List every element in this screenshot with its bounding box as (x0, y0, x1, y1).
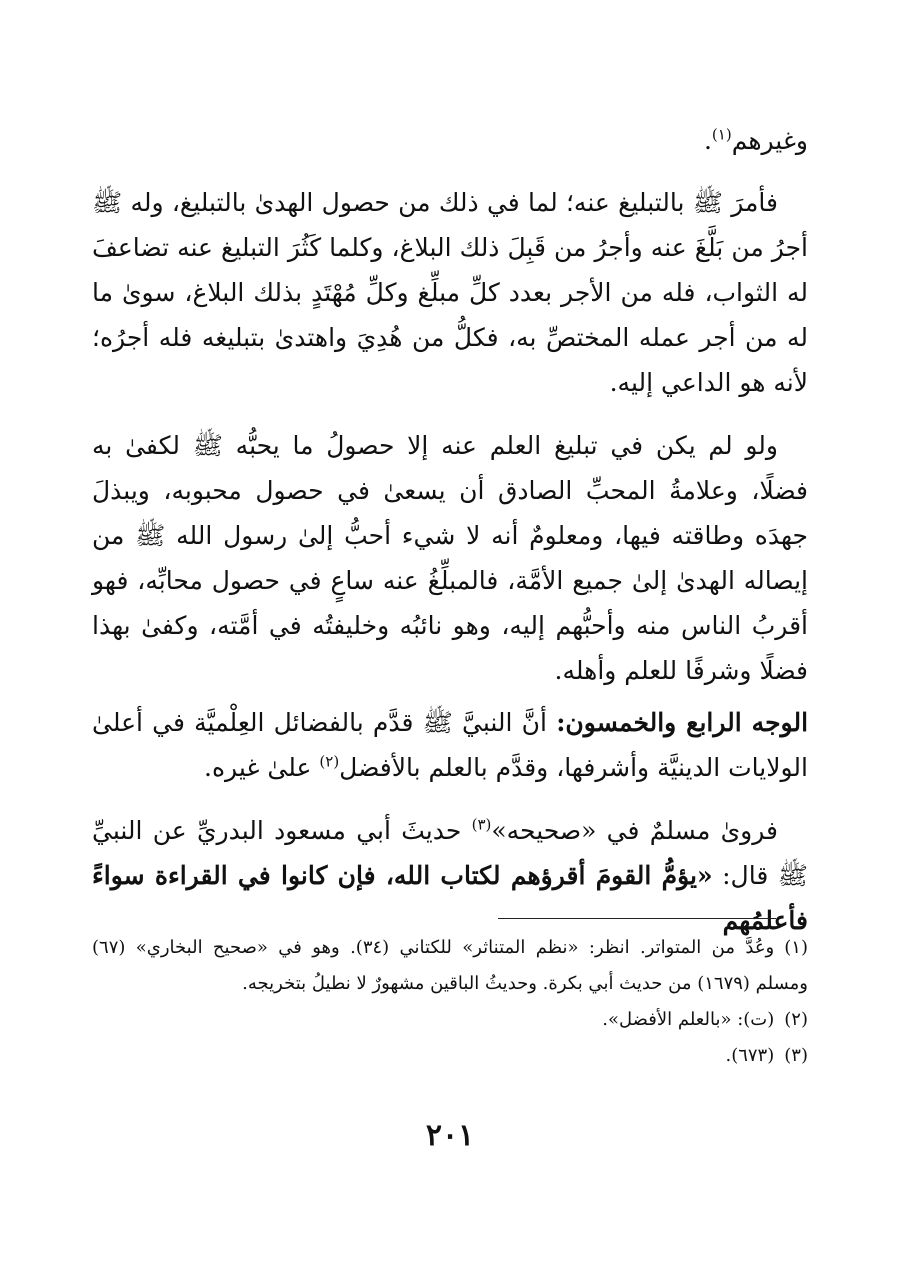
opening-paragraph: وغيرهم$^{(١)}$. (703, 125, 808, 155)
opening-line (92, 118, 808, 163)
paragraph-3-text (92, 700, 808, 790)
footnote-divider (498, 918, 776, 919)
footnote-text: (٦٧٣). (725, 1045, 775, 1066)
paragraph-4-body-a: فروىٰ مسلمٌ في «صحيحه» (491, 816, 778, 845)
footnote-number: (٣) (784, 1045, 808, 1066)
footnote-ref-2: (٢) (319, 752, 340, 771)
footnote-text: (ت): «بالعلم الأفضل». (602, 1009, 775, 1030)
footnotes (92, 930, 808, 1074)
paragraph-1-text: فأمرَ ﷺ بالتبليغ عنه؛ لما في ذلك من حصول الهدىٰ بالتبليغ، وله ﷺ أجرُ من بَلَّغَ عنه وأجرُ من قَبِلَ ذلك البلاغ، وكلما كَثُرَ التبليغ عنه تضاعفَ له الثواب، فله من الأجر بعدد كلِّ مبلِّغ وكلِّ مُهْتَدٍ بذلك البلاغ، سوىٰ ما له من أجر عمله المختصِّ به، فكلُّ من هُدِيَ واهتدىٰ بتبليغه فله أجرُه؛ لأنه هو الداعي إليه. (92, 188, 809, 397)
footnote-3 (92, 1038, 808, 1074)
footnote-number: (٢) (784, 1009, 808, 1030)
footnote-number: (١) (784, 937, 808, 958)
footnote-ref-3: (٣) (471, 815, 492, 834)
paragraph-3-body-b: علىٰ غيره. (204, 753, 312, 782)
paragraph-3 (92, 700, 808, 790)
paragraph-3-body-a: أنَّ النبيَّ ﷺ قدَّم بالفضائل العِلْميَّة في أعلىٰ الولايات الدينيَّة وأشرفها، وقدَّم بالعلم بالأفضل (92, 708, 808, 782)
footnote-2 (92, 1002, 808, 1038)
footnote-ref-1: (١) (711, 125, 732, 144)
footnote-1 (92, 930, 808, 1002)
paragraph-4-body-b: حديثَ أبي مسعود البدريِّ عن النبيِّ ﷺ قال: (92, 816, 808, 890)
paragraph-2-text: ولو لم يكن في تبليغ العلم عنه إلا حصولُ ما يحبُّه ﷺ لكفىٰ به فضلًا، وعلامةُ المحبِّ الصادق أن يسعىٰ في حصول محبوبه، ويبذلَ جهدَه وطاقته فيها، ومعلومٌ أنه لا شيء أحبُّ إلىٰ رسول الله ﷺ من إيصاله الهدىٰ إلىٰ جميع الأمَّة، فالمبلِّغُ عنه ساعٍ في حصول محابِّه، فهو أقربُ الناس منه وأحبُّهم إليه، وهو نائبُه وخليفتُه في أمَّته، وكفىٰ بهذا فضلًا وشرفًا للعلم وأهله. (92, 431, 808, 685)
paragraph-4 (92, 808, 808, 943)
hadith-quote: «يؤمُّ القومَ أقرؤهم لكتاب الله، فإن كانوا في القراءة سواءً فأعلمُهم (92, 861, 808, 935)
paragraph-1 (92, 180, 808, 405)
paragraph-4-text (92, 808, 808, 943)
paragraph-2 (92, 423, 808, 693)
opening-text: وغيرهم (731, 126, 808, 155)
footnote-text: وعُدَّ من المتواتر. انظر: «نظم المتناثر» للكتاني (٣٤). وهو في «صحيح البخاري» (٦٧) ومسلم (١٦٧٩) من حديث أبي بكرة. وحديثُ الباقين مشهورٌ لا نطيلُ بتخريجه. (92, 937, 808, 994)
page-number: ٢٠١ (425, 1118, 475, 1153)
section-heading: الوجه الرابع والخمسون: (556, 708, 809, 737)
